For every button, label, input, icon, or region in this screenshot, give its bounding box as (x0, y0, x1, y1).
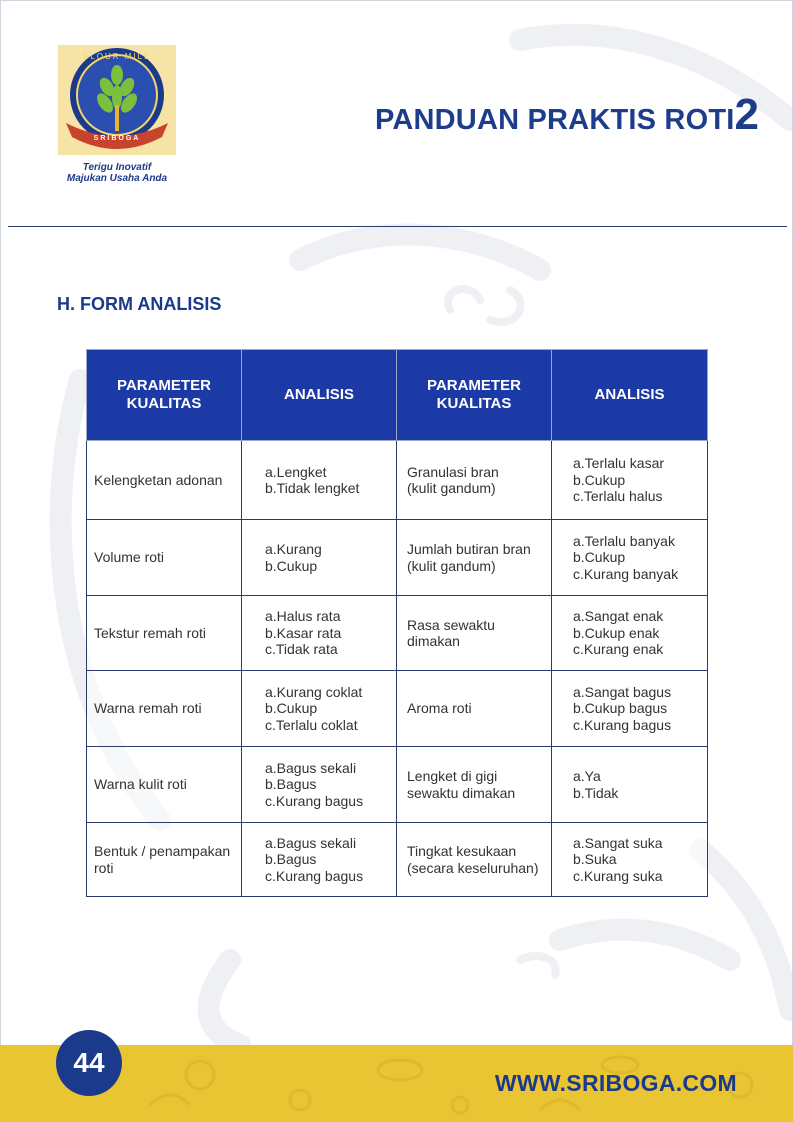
analysis-options-cell-line: a.Bagus sekali (265, 759, 357, 776)
analysis-options-cell-line: c.Tidak rata (265, 641, 338, 658)
analysis-form-table (86, 349, 708, 897)
header-title-number: 2 (734, 90, 759, 139)
website-link[interactable]: WWW.SRIBOGA.COM (494, 1070, 737, 1096)
table-header-row (87, 350, 708, 441)
analysis-options-cell-2-line: b.Cukup enak (573, 624, 660, 641)
analysis-options-cell-2-line: c.Kurang enak (573, 641, 664, 658)
parameter-cell-2-line: Lengket di gigi (407, 768, 498, 784)
parameter-cell: Bentuk / penampakan roti (87, 823, 242, 897)
analysis-options-cell (242, 441, 397, 520)
analysis-options-cell-line: b.Bagus (265, 851, 317, 868)
svg-text:FLOUR MILL: FLOUR MILL (83, 52, 151, 61)
analysis-options-cell-2-line: b.Tidak (573, 784, 619, 801)
table-row (87, 441, 708, 520)
analysis-options-cell-2 (552, 747, 708, 823)
analysis-options-cell-2-line: a.Terlalu kasar (573, 455, 665, 472)
table-row (87, 520, 708, 596)
parameter-cell-2-line: (kulit gandum) (407, 480, 496, 496)
analysis-options-cell (242, 520, 397, 596)
analysis-options-cell-2-line: c.Kurang banyak (573, 565, 679, 582)
parameter-cell-2-line: dimakan (407, 633, 460, 649)
parameter-cell-2 (397, 520, 552, 596)
table-row (87, 747, 708, 823)
analysis-options-cell-line: a.Kurang coklat (265, 683, 363, 700)
analysis-options-cell (242, 823, 397, 897)
page-number-badge: 44 (56, 1030, 122, 1096)
parameter-cell-2 (397, 747, 552, 823)
analysis-options-cell-2-line: c.Kurang suka (573, 867, 663, 884)
analysis-options-cell-2-line: b.Cukup (573, 549, 626, 566)
sriboga-logo (58, 45, 176, 155)
analysis-options-cell-line: b.Tidak lengket (265, 480, 360, 496)
analysis-options-cell (242, 747, 397, 823)
header-param-1: PARAMETER KUALITAS (87, 350, 242, 441)
analysis-options-cell (242, 596, 397, 671)
header-divider (8, 226, 787, 227)
analysis-options-cell (242, 671, 397, 747)
parameter-cell-2-line: sewaktu dimakan (407, 784, 516, 801)
analysis-options-cell-2-line: a.Ya (573, 768, 601, 784)
parameter-cell: Warna kulit roti (87, 747, 242, 823)
parameter-cell: Kelengketan adonan (87, 441, 242, 520)
page-header-title (375, 90, 759, 140)
analysis-options-cell-2-line: b.Cukup bagus (573, 700, 668, 717)
parameter-cell-2-line: Rasa sewaktu (407, 616, 495, 633)
parameter-cell: Tekstur remah roti (87, 596, 242, 671)
header-analysis-1: ANALISIS (242, 350, 397, 441)
parameter-cell-2 (397, 596, 552, 671)
analysis-options-cell-line: a.Bagus sekali (265, 834, 357, 851)
analysis-options-cell-2 (552, 441, 708, 520)
parameter-cell-2-line: (secara keseluruhan) (407, 859, 539, 876)
header-param-2: PARAMETER KUALITAS (397, 350, 552, 441)
tagline (56, 162, 178, 184)
table-row (87, 596, 708, 671)
analysis-options-cell-line: b.Cukup (265, 557, 318, 574)
analysis-options-cell-2-line: c.Kurang bagus (573, 716, 672, 733)
analysis-options-cell-2 (552, 596, 708, 671)
analysis-options-cell-2-line: a.Sangat suka (573, 834, 663, 851)
analysis-options-cell-2 (552, 671, 708, 747)
parameter-cell-2 (397, 823, 552, 897)
analysis-options-cell-2-line: b.Suka (573, 851, 617, 868)
analysis-options-cell-2-line: a.Terlalu banyak (573, 532, 675, 549)
parameter-cell-2-line: Aroma roti (407, 700, 472, 717)
parameter-cell-2-line: Jumlah butiran bran (407, 541, 531, 557)
analysis-options-cell-line: a.Lengket (265, 463, 327, 480)
header-title-text: PANDUAN PRAKTIS ROTI (374, 104, 735, 136)
header-analysis-2: ANALISIS (552, 350, 708, 441)
analysis-options-cell-2-line: c.Terlalu halus (573, 488, 663, 505)
table-row (87, 823, 708, 897)
analysis-options-cell-2-line: a.Sangat bagus (573, 683, 672, 700)
tagline-line-1: Terigu Inovatif (82, 162, 152, 173)
analysis-options-cell-line: a.Kurang (265, 541, 322, 557)
analysis-options-cell-line: a.Halus rata (265, 608, 341, 625)
section-title: H. FORM ANALISIS (57, 294, 222, 314)
analysis-options-cell-line: c.Kurang bagus (265, 792, 364, 809)
analysis-options-cell-line: c.Kurang bagus (265, 867, 364, 884)
tagline-line-2: Majukan Usaha Anda (66, 173, 168, 184)
analysis-options-cell-line: b.Cukup (265, 700, 318, 717)
analysis-options-cell-line: b.Bagus (265, 776, 317, 793)
analysis-options-cell-2-line: a.Sangat enak (573, 608, 664, 625)
parameter-cell-2 (397, 671, 552, 747)
parameter-cell-2-line: (kulit gandum) (407, 557, 496, 574)
analysis-options-cell-line: b.Kasar rata (265, 624, 342, 641)
parameter-cell: Warna remah roti (87, 671, 242, 747)
table-row (87, 671, 708, 747)
parameter-cell-2 (397, 441, 552, 520)
svg-text:SRIBOGA: SRIBOGA (93, 135, 141, 142)
analysis-options-cell-line: c.Terlalu coklat (265, 716, 358, 733)
analysis-options-cell-2-line: b.Cukup (573, 471, 626, 488)
parameter-cell-2-line: Granulasi bran (407, 463, 499, 480)
parameter-cell-2-line: Tingkat kesukaan (407, 843, 517, 859)
analysis-options-cell-2 (552, 520, 708, 596)
analysis-options-cell-2 (552, 823, 708, 897)
parameter-cell: Volume roti (87, 520, 242, 596)
